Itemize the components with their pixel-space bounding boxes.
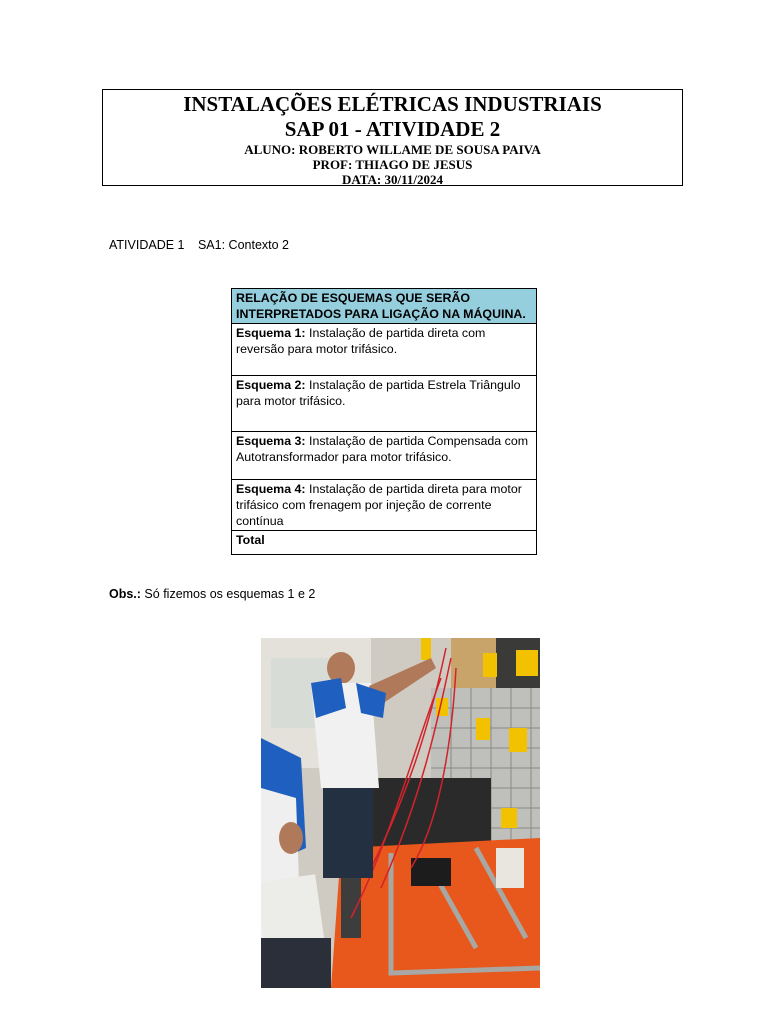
document-title: INSTALAÇÕES ELÉTRICAS INDUSTRIAIS xyxy=(183,92,602,116)
table-row xyxy=(232,480,537,531)
table-header: RELAÇÃO DE ESQUEMAS QUE SERÃO INTERPRETADOS PARA LIGAÇÃO NA MÁQUINA. xyxy=(232,289,537,324)
document-date: DATA: 30/11/2024 xyxy=(342,172,443,187)
scheme-label: Esquema 1: xyxy=(236,326,306,340)
scheme-text: Instalação de partida direta com reversão para motor trifásico. xyxy=(236,326,486,356)
schemes-table xyxy=(231,288,537,555)
table-row xyxy=(232,376,537,432)
scheme-label: Esquema 4: xyxy=(236,482,306,496)
table-total-row xyxy=(232,531,537,555)
observation-label: Obs.: xyxy=(109,587,141,601)
student-name: ALUNO: ROBERTO WILLAME DE SOUSA PAIVA xyxy=(244,142,541,157)
scheme-text: Instalação de partida Compensada com Autotransformador para motor trifásico. xyxy=(236,434,529,464)
scheme-text: Instalação de partida direta para motor trifásico com frenagem por injeção de corrente contínua xyxy=(236,482,522,528)
table-total: Total xyxy=(232,531,537,555)
activity-label: ATIVIDADE 1 xyxy=(109,238,185,252)
scheme-label: Esquema 3: xyxy=(236,434,306,448)
document-subtitle: SAP 01 - ATIVIDADE 2 xyxy=(284,117,501,141)
table-row xyxy=(232,432,537,480)
lab-photo xyxy=(261,638,540,988)
observation xyxy=(109,587,315,601)
teacher-name: PROF: THIAGO DE JESUS xyxy=(312,157,473,172)
scheme-text: Instalação de partida Estrela Triângulo para motor trifásico. xyxy=(236,378,521,408)
activity-line xyxy=(109,238,289,252)
scheme-label: Esquema 2: xyxy=(236,378,306,392)
table-row xyxy=(232,324,537,376)
observation-text: Só fizemos os esquemas 1 e 2 xyxy=(140,587,316,601)
table-header-row xyxy=(232,289,537,324)
document-header xyxy=(102,89,683,186)
lab-photo-illustration xyxy=(261,638,540,988)
activity-context: SA1: Contexto 2 xyxy=(197,238,289,252)
